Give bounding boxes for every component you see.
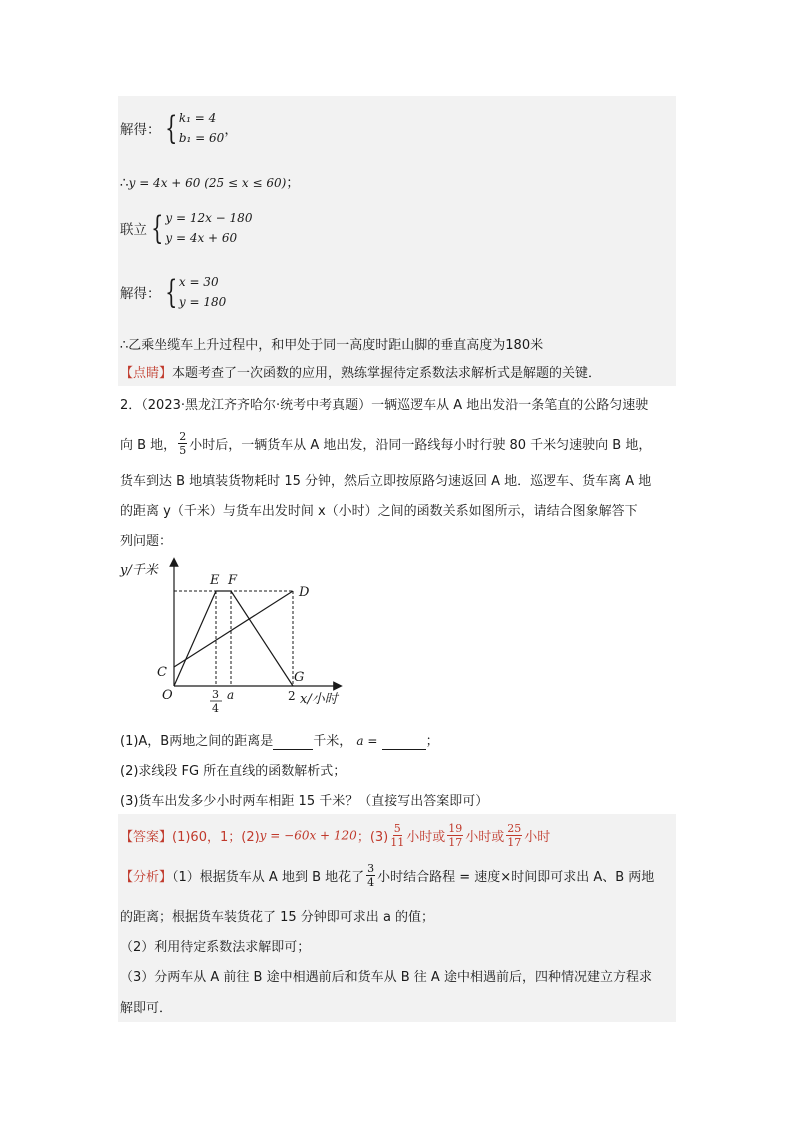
answer-expr: y = −60x + 120 <box>259 828 357 843</box>
fraction-den: 4 <box>367 876 375 889</box>
problem2-line1: 2．（2023·黑龙江齐齐哈尔·统考中考真题）一辆巡逻车从 A 地出发沿一条笔直的公路匀速驶 <box>120 398 649 413</box>
point-g: G <box>294 670 305 685</box>
point-f: F <box>228 573 238 588</box>
fraction-num: 5 <box>393 822 401 835</box>
fraction-num: 3 <box>367 862 375 875</box>
problem2-line2-a: 向 B 地， <box>120 438 177 453</box>
patrol-line <box>174 591 293 667</box>
analysis-line-4: （3）分两车从 A 前往 B 途中相遇前后和货车从 B 往 A 途中相遇前后，四种情况建立方程求 <box>120 970 652 985</box>
result-line-1 <box>120 171 300 191</box>
comment-line <box>120 362 601 381</box>
problem2-line4: 的距离 y（千米）与货车出发时间 x（小时）之间的函数关系如图所示，请结合图象解答下 <box>120 504 638 519</box>
tick-frac-num: 3 <box>212 688 219 701</box>
q1-text-d: ； <box>425 734 439 749</box>
fraction-2-5 <box>178 430 187 457</box>
origin-label: O <box>162 688 173 703</box>
q1-blank-2[interactable] <box>382 734 426 750</box>
comment-text: 本题考查了一次函数的应用，熟练掌握待定系数法求解析式是解题的关键． <box>172 366 602 381</box>
analysis-line-3: （2）利用待定系数法求解即可； <box>120 940 311 955</box>
answer-or-2: 小时或 <box>465 830 505 845</box>
solve-label-2: 解得： <box>120 286 161 302</box>
answer-tag: 【答案】 <box>120 830 173 845</box>
x-axis-label: x/小时 <box>300 692 338 707</box>
q1-text-a: (1)A，B两地之间的距离是 <box>120 734 274 749</box>
brace-icon: { <box>151 209 164 247</box>
answer-end: 小时 <box>524 830 551 845</box>
sys3-eq2: y = 180 <box>178 295 227 309</box>
conclusion-line <box>120 334 543 353</box>
truck-line <box>174 591 293 686</box>
problem2-line5: 列问题： <box>120 534 173 549</box>
point-c: C <box>157 665 167 680</box>
tick-frac-den: 4 <box>212 702 219 715</box>
problem2-line2-b: 小时后，一辆货车从 A 地出发，沿同一路线每小时行驶 80 千米匀速驶向 B 地， <box>189 438 652 453</box>
analysis-l1b: 小时结合路程 = 速度×时间即可求出 A、B 两地 <box>377 870 655 885</box>
question-3: (3)货车出发多少小时两车相距 15 千米？（直接写出答案即可） <box>120 794 489 809</box>
combine-label: 联立 <box>120 222 147 238</box>
solve-line-1 <box>120 108 238 148</box>
sys1-tail: ， <box>224 122 238 138</box>
q1-blank-1[interactable] <box>273 734 313 750</box>
analysis-line-1 <box>120 862 654 889</box>
analysis-l1a: （1）根据货车从 A 地到 B 地花了 <box>172 870 365 885</box>
answer-or-1: 小时或 <box>406 830 446 845</box>
y-axis-label: y/千米 <box>120 563 158 578</box>
answer-line <box>120 822 550 849</box>
point-e: E <box>210 573 220 588</box>
tick-2: 2 <box>288 689 296 703</box>
combine-line <box>120 208 252 248</box>
sys1-eq2: b₁ = 60 <box>178 131 225 145</box>
brace-icon: { <box>164 109 177 147</box>
question-1 <box>120 730 439 750</box>
sys2-eq1: y = 12x − 180 <box>165 211 253 225</box>
equation-system-3 <box>161 272 227 312</box>
q1-a-label: a = <box>356 734 378 748</box>
answer-part-1: (1)60，1；(2) <box>172 830 260 845</box>
equation-system-1 <box>161 108 225 148</box>
analysis-line-5: 解即可． <box>120 1001 173 1016</box>
therefore: ∴ <box>120 175 129 191</box>
fraction-den: 17 <box>507 836 522 849</box>
fraction-num: 19 <box>448 822 463 835</box>
analysis-tag: 【分析】 <box>120 870 173 885</box>
problem2-line3: 货车到达 B 地填装货物耗时 15 分钟，然后立即按原路匀速返回 A 地．巡逻车、货车离 A 地 <box>120 474 652 489</box>
answer-frac-2 <box>447 822 463 849</box>
q1-text-b: 千米， <box>313 734 353 749</box>
solve-label: 解得： <box>120 122 161 138</box>
fraction-den: 11 <box>390 836 405 849</box>
sys3-eq1: x = 30 <box>178 275 219 289</box>
solve-line-2 <box>120 272 226 312</box>
equation-system-2 <box>147 208 252 248</box>
result1-expr: y = 4x + 60 (25 ≤ x ≤ 60) <box>128 176 287 190</box>
brace-icon: { <box>164 273 177 311</box>
fraction-den: 5 <box>179 444 187 457</box>
fraction-num: 25 <box>507 822 522 835</box>
answer-part-3: ；(3) <box>356 830 389 845</box>
comment-tag: 【点睛】 <box>120 366 173 381</box>
fraction-den: 17 <box>448 836 463 849</box>
question-2: (2)求线段 FG 所在直线的函数解析式； <box>120 764 347 779</box>
problem2-line2 <box>120 430 651 457</box>
function-graph <box>110 556 360 721</box>
fraction-num: 2 <box>179 430 187 443</box>
sys1-eq1: k₁ = 4 <box>178 111 217 125</box>
result1-tail: ； <box>286 175 300 191</box>
answer-frac-3 <box>506 822 522 849</box>
conclusion-text: ∴乙乘坐缆车上升过程中，和甲处于同一高度时距山脚的垂直高度为180米 <box>120 338 544 353</box>
tick-a: a <box>227 688 235 702</box>
sys2-eq2: y = 4x + 60 <box>165 231 238 245</box>
point-d: D <box>299 585 310 600</box>
answer-frac-1 <box>390 822 404 849</box>
analysis-line-2: 的距离；根据货车装货花了 15 分钟即可求出 a 的值； <box>120 910 435 925</box>
analysis-frac <box>366 862 375 889</box>
